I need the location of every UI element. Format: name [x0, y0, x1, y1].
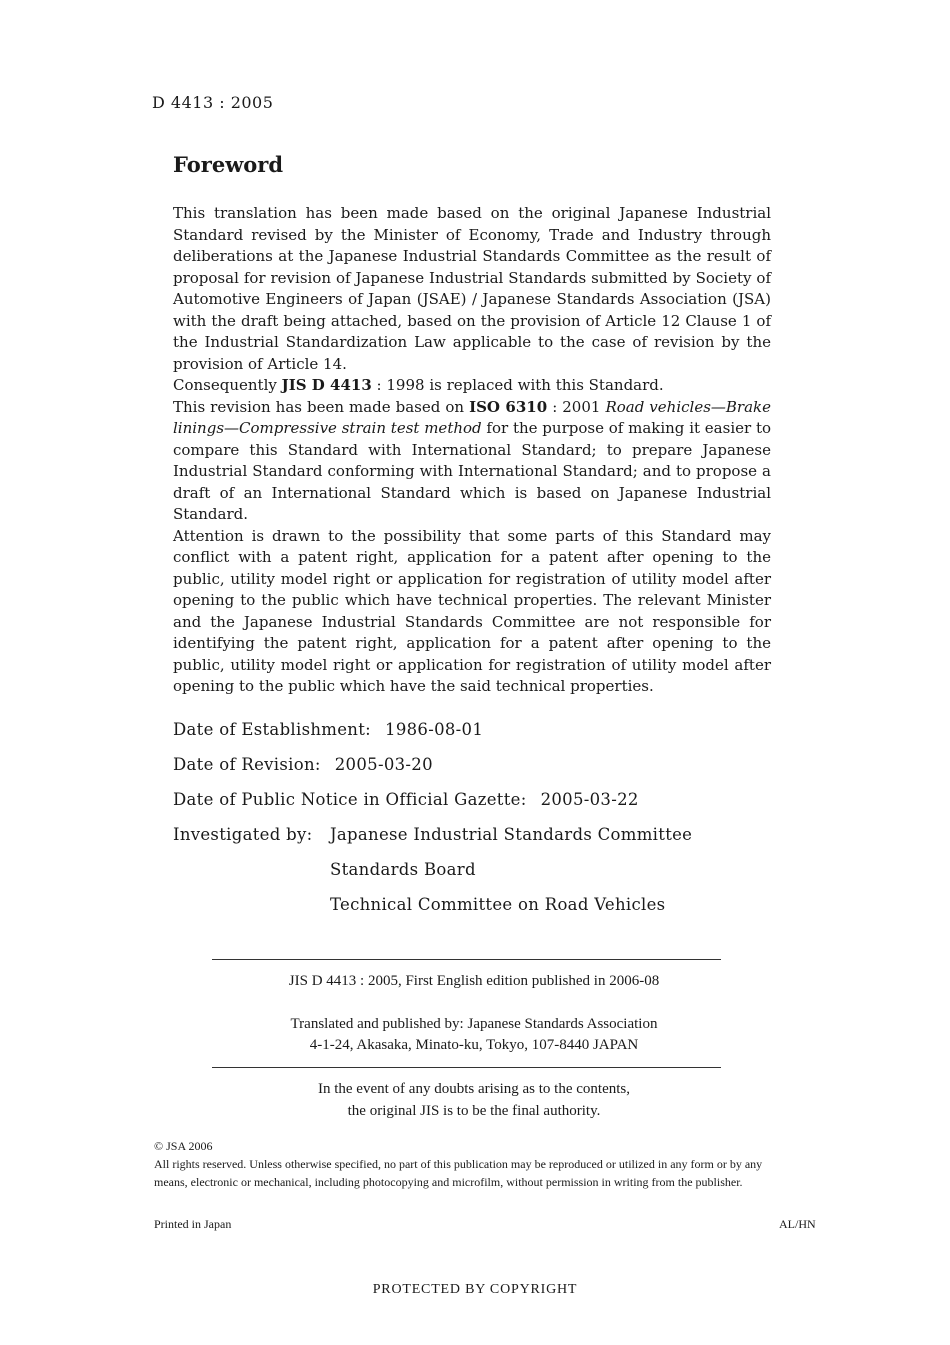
- copyright-notice: © JSA 2006: [154, 1139, 213, 1153]
- page-title: Foreword: [173, 152, 284, 177]
- authority-line-2: the original JIS is to be the final authority.: [347, 1103, 601, 1119]
- paragraph-translation-basis: This translation has been made based on the original Japanese Industrial Standard revised by the Minister of Economy, Trade and Industry through deliberations at the Japanese Industrial Standards Committee as the result of proposal for revision of Japanese Industrial Standards submitted by Society of Automotive Engineers of Japan (JSAE) / Japanese Standards Association (JSA) with the draft being attached, based on the provision of Article 12 Clause 1 of the Industrial Standardization Law applicable to the case of revision by the provision of Article 14.: [173, 204, 771, 373]
- publisher-line-2: 4-1-24, Akasaka, Minato-ku, Tokyo, 107-8440 JAPAN: [309, 1037, 639, 1053]
- investigated-label: Investigated by:: [173, 825, 313, 844]
- copyright-footer: PROTECTED BY COPYRIGHT: [372, 1282, 578, 1297]
- foreword-body: [173, 203, 771, 698]
- date-establishment: Date of Establishment: 1986-08-01: [173, 720, 484, 739]
- edition-line: JIS D 4413 : 2005, First English edition published in 2006-08: [288, 973, 660, 989]
- publisher-line-1: Translated and published by: Japanese Standards Association: [290, 1016, 658, 1032]
- date-public-notice: Date of Public Notice in Official Gazette: 2005-03-22: [173, 790, 639, 809]
- document-number: D 4413 : 2005: [152, 93, 274, 112]
- printed-in: Printed in Japan: [154, 1217, 232, 1231]
- investigated-by-2: Standards Board: [330, 860, 476, 879]
- investigated-by-3: Technical Committee on Road Vehicles: [330, 895, 666, 914]
- paragraph-patent-notice: Attention is drawn to the possibility that some parts of this Standard may conflict with a patent right, application for a patent after opening to the public, utility model right or application for registration of utility model after opening to the public which have technical properties. The relevant Minister and the Japanese Industrial Standards Committee are not responsible for identifying the patent right, application for a patent after opening to the public, utility model right or application for registration of utility model after opening to the public which have the said technical properties.: [173, 526, 771, 695]
- paragraph-replacement: Consequently JIS D 4413 : 1998 is replaced with this Standard.: [173, 376, 664, 394]
- rights-notice: All rights reserved. Unless otherwise specified, no part of this publication may be reproduced or utilized in any form or by any means, electronic or mechanical, including photocopying and microfilm, without permission in writing from the publisher.: [154, 1157, 763, 1189]
- investigated-by-1: Japanese Industrial Standards Committee: [330, 825, 693, 844]
- standard-reference: JIS D 4413: [281, 376, 372, 394]
- divider-top: [212, 959, 721, 960]
- date-revision: Date of Revision: 2005-03-20: [173, 755, 433, 774]
- authority-line-1: In the event of any doubts arising as to the contents,: [317, 1081, 630, 1097]
- iso-title: Road vehicles—Brake linings—Compressive strain test method: [173, 397, 771, 437]
- iso-reference: ISO 6310: [469, 397, 548, 416]
- paragraph-revision-basis: This revision has been made based on ISO 6310 : 2001 Road vehicles—Brake linings—Compressive strain test method for the purpose of making it easier to compare this Standard with International Standard; to prepare Japanese Industrial Standard conforming with International Standard; and to propose a draft of an International Standard which is based on Japanese Industrial Standard.: [173, 397, 772, 523]
- divider-bottom: [212, 1067, 721, 1068]
- document-code: AL/HN: [779, 1217, 816, 1231]
